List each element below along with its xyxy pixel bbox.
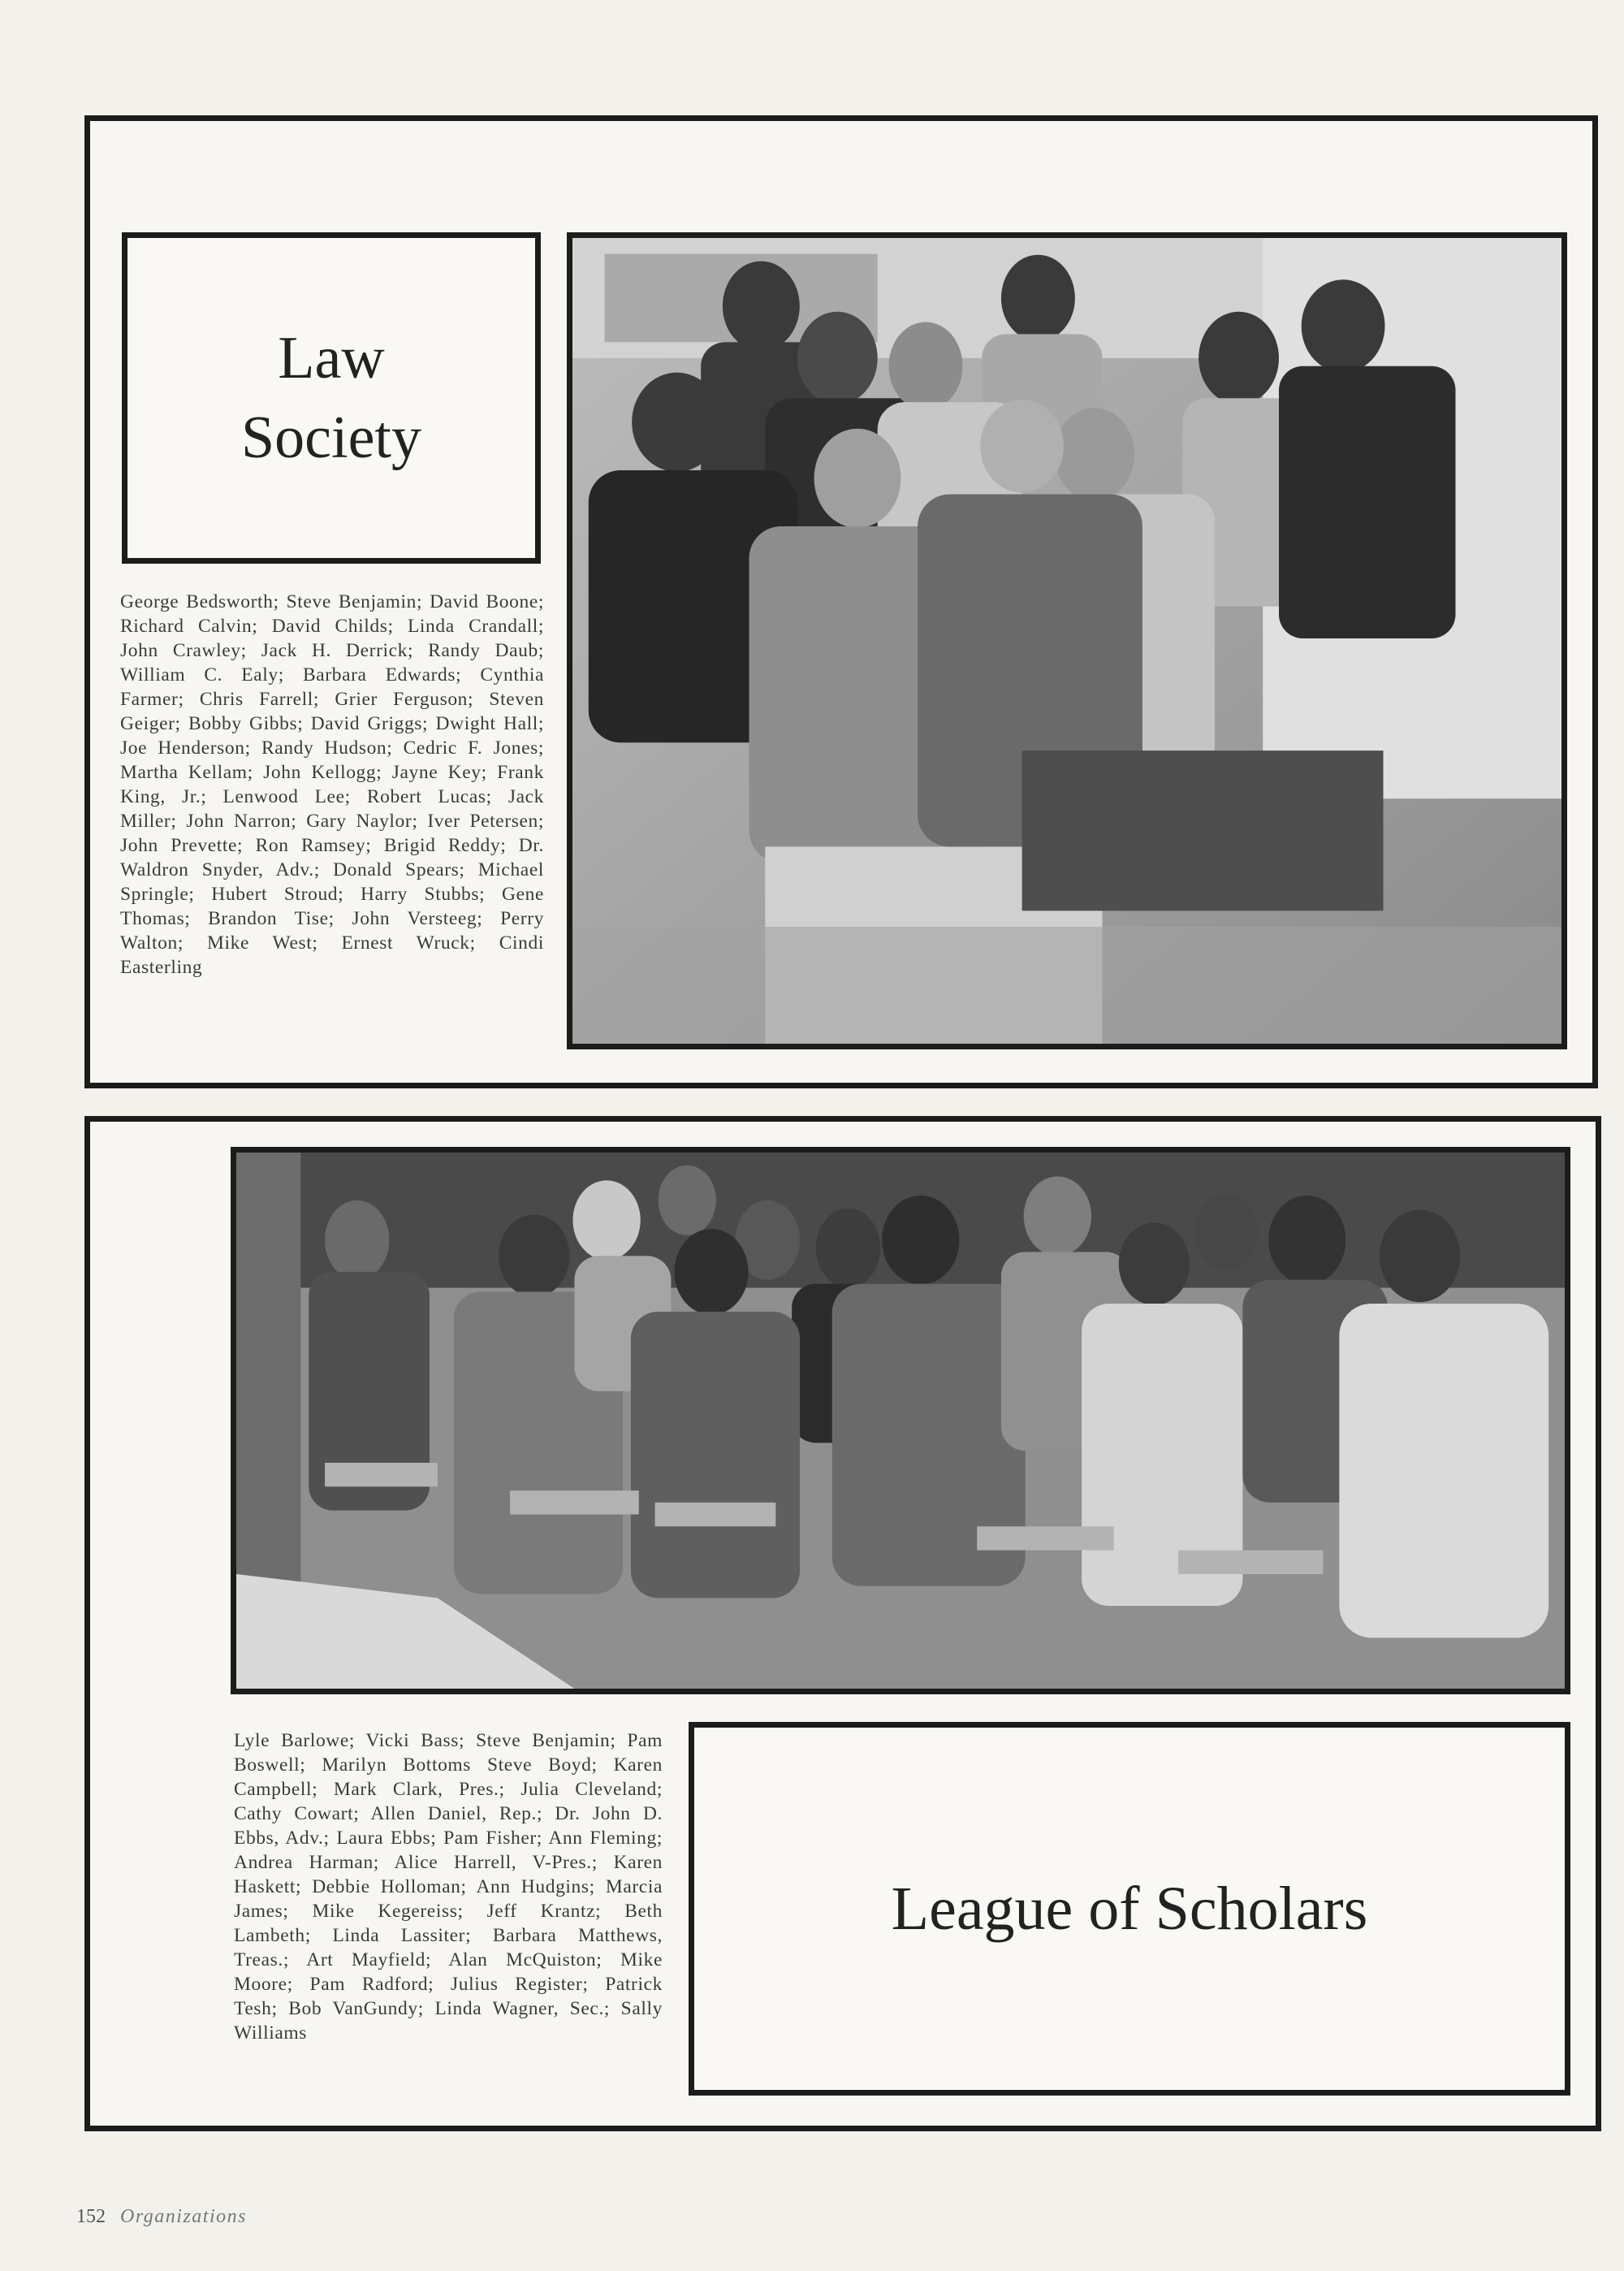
law-society-member-list: George Bedsworth; Steve Benjamin; David Boone; Richard Calvin; David Childs; Linda Crandall; John Crawley; Jack H. Derrick; Randy Daub; William C. Ealy; Barbara Edwards; Cynthia Farmer; Chris Farrell; Grier Ferguson; Steven Geiger; Bobby Gibbs; David Griggs; Dwight Hall; Joe Henderson; Randy Hudson; Cedric F. Jones; Martha Kellam; John Kellogg; Jayne Key; Frank King, Jr.; Lenwood Lee; Robert Lucas; Jack Miller; John Narron; Gary Naylor; Iver Petersen; John Prevette; Ron Ramsey; Brigid Reddy; Dr. Waldron Snyder, Adv.; Donald Spears; Michael Springle; Hubert Stroud; Harry Stubbs; Gene Thomas; Brandon Tise; John Versteeg; Perry Walton; Mike West; Ernest Wruck; Cindi Easterling — [120, 591, 544, 978]
law-society-title-line1: Law — [278, 325, 385, 391]
league-of-scholars-member-list: Lyle Barlowe; Vicki Bass; Steve Benjamin; Pam Boswell; Marilyn Bottoms Steve Boyd; Karen Campbell; Mark Clark, Pres.; Julia Cleveland; Cathy Cowart; Allen Daniel, Rep.; Dr. John D. Ebbs, Adv.; Laura Ebbs; Pam Fisher; Ann Fleming; Andrea Harman; Alice Harrell, V-Pres.; Karen Haskett; Debbie Holloman; Ann Hudgins; Marcia James; Mike Kegereiss; Jeff Krantz; Beth Lambeth; Linda Lassiter; Barbara Matthews, Treas.; Art Mayfield; Alan McQuiston; Mike Moore; Pam Radford; Julius Register; Patrick Tesh; Bob VanGundy; Linda Wagner, Sec.; Sally Williams — [234, 1730, 663, 2044]
page-footer — [76, 2206, 247, 2228]
law-society-title-line2: Society — [241, 404, 421, 471]
section-name: Organizations — [120, 2206, 247, 2227]
league-of-scholars-title: League of Scholars — [891, 1874, 1368, 1943]
league-of-scholars-title-box — [689, 1722, 1570, 2096]
page-number: 152 — [76, 2206, 106, 2227]
law-society-group-photo — [567, 232, 1567, 1049]
league-of-scholars-photo-illustration — [236, 1153, 1565, 1689]
law-society-title — [241, 318, 421, 478]
law-society-photo-illustration — [572, 238, 1561, 1044]
league-of-scholars-group-photo — [231, 1147, 1570, 1694]
law-society-title-box — [122, 232, 541, 564]
